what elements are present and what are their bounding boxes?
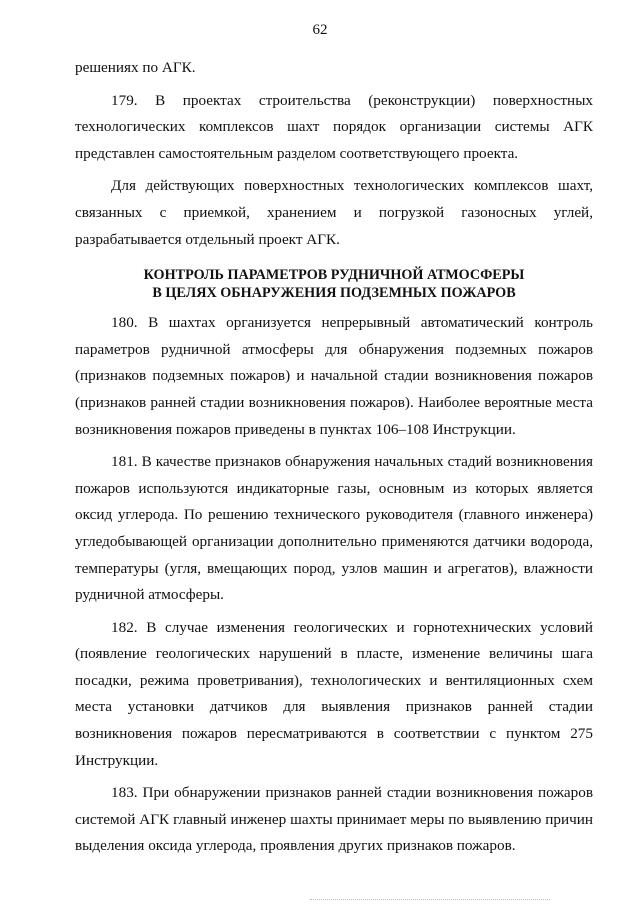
paragraph-182: 182. В случае изменения геологических и горнотехнических условий (появление геологических нарушений в пласте, изменение величины шага посадки, режима проветривания), технологических и вентиляционных схем места установки датчиков для выявления признаков ранней стадии возникновения пожаров пересматриваются в соответствии с пунктом 275 Инструкции. bbox=[75, 618, 593, 769]
document-body bbox=[75, 55, 593, 860]
paragraph-183: 183. При обнаружении признаков ранней стадии возникновения пожаров системой АГК главный инженер шахты принимает меры по выявлению причин выделения оксида углерода, проявления других признаков пожаров. bbox=[75, 784, 593, 855]
paragraph-179: 179. В проектах строительства (реконструкции) поверхностных технологических комплексов шахт порядок организации системы АГК представлен самостоятельным разделом соответствующего проекта. bbox=[75, 91, 593, 162]
page-number: 62 bbox=[312, 22, 328, 38]
paragraph-180: 180. В шахтах организуется непрерывный автоматический контроль параметров рудничной атмосферы для обнаружения подземных пожаров (признаков подземных пожаров) и начальной стадии возникновения пожаров (признаков ранней стадии возникновения пожаров). Наиболее вероятные места возникновения пожаров приведены в пунктах 106–108 Инструкции. bbox=[75, 314, 593, 438]
section-heading-line-2: В ЦЕЛЯХ ОБНАРУЖЕНИЯ ПОДЗЕМНЫХ ПОЖАРОВ bbox=[152, 285, 516, 302]
paragraph-181: 181. В качестве признаков обнаружения начальных стадий возникновения пожаров используются индикаторные газы, основным из которых является оксид углерода. По решению технического руководителя (главного инженера) угледобывающей организации дополнительно применяются датчики водорода, температуры (угля, вмещающих пород, узлов машин и агрегатов), влажности рудничной атмосферы. bbox=[75, 453, 593, 604]
section-heading bbox=[75, 266, 593, 302]
scan-edge-artifact bbox=[310, 899, 550, 901]
section-heading-line-1: КОНТРОЛЬ ПАРАМЕТРОВ РУДНИЧНОЙ АТМОСФЕРЫ bbox=[143, 267, 525, 284]
paragraph-179-continued: Для действующих поверхностных технологических комплексов шахт, связанных с приемкой, хранением и погрузкой газоносных углей, разрабатывается отдельный проект АГК. bbox=[75, 177, 593, 248]
paragraph-continuation: решениях по АГК. bbox=[75, 59, 196, 76]
